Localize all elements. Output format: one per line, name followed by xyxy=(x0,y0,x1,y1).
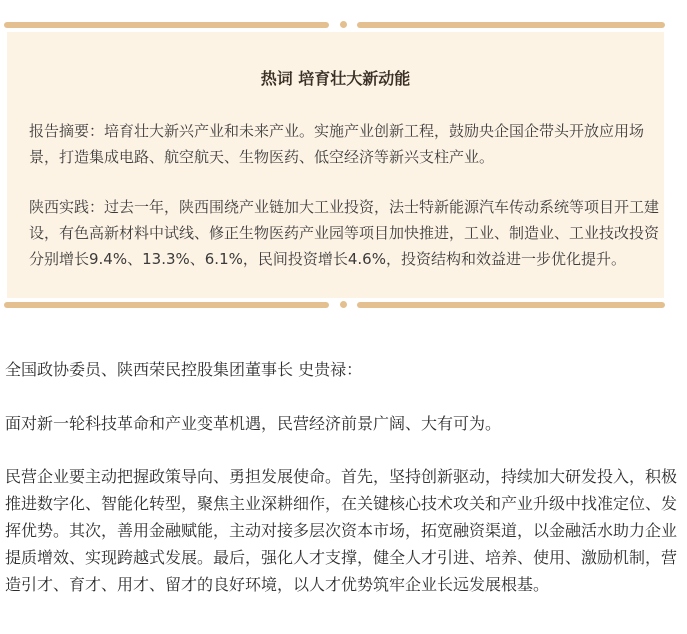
article-body: 民营企业要主动把握政策导向、勇担发展使命。首先，坚持创新驱动，持续加大研发投入，积极推进数字化、智能化转型，聚焦主业深耕细作，在关键核心技术攻关和产业升级中找准定位、发挥优势。其次，善用金融赋能，主动对接多层次资本市场，拓宽融资渠道，以金融活水助力企业提质增效、实现跨越式发展。最后，强化人才支撑，健全人才引进、培养、使用、激励机制，营造引才、育才、用才、留才的良好环境，以人才优势筑牢企业长远发展根基。 xyxy=(5,467,678,594)
top-left-divider xyxy=(4,22,329,28)
card-title: 热词 培育壮大新动能 xyxy=(260,69,411,88)
top-divider-dot xyxy=(340,21,347,28)
report-summary: 报告摘要：培育壮大新兴产业和未来产业。实施产业创新工程，鼓励央企国企带头开放应用场景，打造集成电路、航空航天、生物医药、低空经济等新兴支柱产业。 xyxy=(29,122,645,166)
quote-line: 面对新一轮科技革命和产业变革机遇，民营经济前景广阔、大有可为。 xyxy=(5,414,502,433)
bottom-right-divider xyxy=(357,302,665,308)
hotword-card xyxy=(4,18,665,312)
bottom-left-divider xyxy=(4,302,329,308)
shaanxi-practice: 陕西实践：过去一年，陕西围绕产业链加大工业投资，法士特新能源汽车传动系统等项目开工建设，有色高新材料中试线、修正生物医药产业园等项目加快推进，工业、制造业、工业技改投资分别增长9.4%、13.3%、6.1%，民间投资增长4.6%，投资结构和效益进一步优化提升。 xyxy=(29,198,660,268)
speaker-line: 全国政协委员、陕西荣民控股集团董事长 史贵禄： xyxy=(5,360,363,379)
bottom-divider-dot xyxy=(340,301,347,308)
hotword-panel xyxy=(7,32,664,298)
top-right-divider xyxy=(357,22,665,28)
